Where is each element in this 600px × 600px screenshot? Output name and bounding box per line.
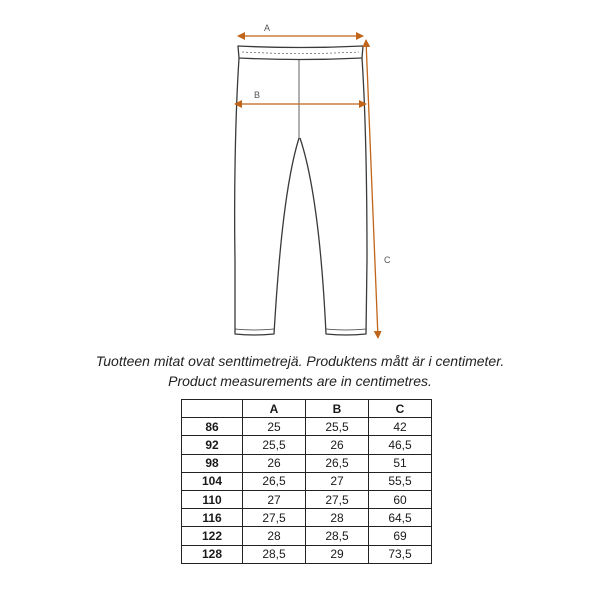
value-cell-c: 51 xyxy=(369,454,432,472)
value-cell-c: 46,5 xyxy=(369,436,432,454)
value-cell-a: 25 xyxy=(243,418,306,436)
size-cell: 110 xyxy=(182,490,243,508)
size-cell: 104 xyxy=(182,472,243,490)
table-row xyxy=(182,436,432,454)
value-cell-c: 64,5 xyxy=(369,509,432,527)
size-cell: 98 xyxy=(182,454,243,472)
value-cell-b: 25,5 xyxy=(306,418,369,436)
size-table xyxy=(181,399,432,564)
dimension-c-label: C xyxy=(384,255,391,265)
right-hem xyxy=(326,329,366,330)
value-cell-b: 27 xyxy=(306,472,369,490)
size-cell: 92 xyxy=(182,436,243,454)
value-cell-a: 26 xyxy=(243,454,306,472)
value-cell-b: 26 xyxy=(306,436,369,454)
header-cell-a: A xyxy=(243,400,306,418)
table-header-row xyxy=(182,400,432,418)
left-hem xyxy=(235,329,274,330)
value-cell-c: 60 xyxy=(369,490,432,508)
size-cell: 128 xyxy=(182,545,243,563)
value-cell-a: 28 xyxy=(243,527,306,545)
table-row xyxy=(182,490,432,508)
value-cell-a: 25,5 xyxy=(243,436,306,454)
table-row xyxy=(182,418,432,436)
waistband xyxy=(238,46,363,60)
size-cell: 116 xyxy=(182,509,243,527)
value-cell-a: 27 xyxy=(243,490,306,508)
header-cell-b: B xyxy=(306,400,369,418)
value-cell-c: 69 xyxy=(369,527,432,545)
table-row xyxy=(182,527,432,545)
dimension-a-label: A xyxy=(264,23,271,33)
value-cell-b: 27,5 xyxy=(306,490,369,508)
right-leg-outline xyxy=(300,58,367,335)
value-cell-a: 27,5 xyxy=(243,509,306,527)
measurement-note-en: Product measurements are in centimetres. xyxy=(168,373,432,389)
waistband-stitch xyxy=(242,52,359,54)
table-row xyxy=(182,454,432,472)
measurement-note-fi-sv: Tuotteen mitat ovat senttimetrejä. Produktens mått är i centimeter. xyxy=(95,353,505,369)
value-cell-c: 55,5 xyxy=(369,472,432,490)
left-leg-outline xyxy=(235,58,299,335)
dimension-b-label: B xyxy=(254,90,261,100)
value-cell-b: 28,5 xyxy=(306,527,369,545)
value-cell-c: 42 xyxy=(369,418,432,436)
value-cell-b: 26,5 xyxy=(306,454,369,472)
value-cell-b: 29 xyxy=(306,545,369,563)
table-row xyxy=(182,472,432,490)
size-cell: 122 xyxy=(182,527,243,545)
table-row xyxy=(182,545,432,563)
value-cell-b: 28 xyxy=(306,509,369,527)
value-cell-c: 73,5 xyxy=(369,545,432,563)
table-row xyxy=(182,509,432,527)
size-cell: 86 xyxy=(182,418,243,436)
header-cell-size xyxy=(182,400,243,418)
value-cell-a: 28,5 xyxy=(243,545,306,563)
value-cell-a: 26,5 xyxy=(243,472,306,490)
header-cell-c: C xyxy=(369,400,432,418)
dimension-c-arrow xyxy=(366,40,378,338)
